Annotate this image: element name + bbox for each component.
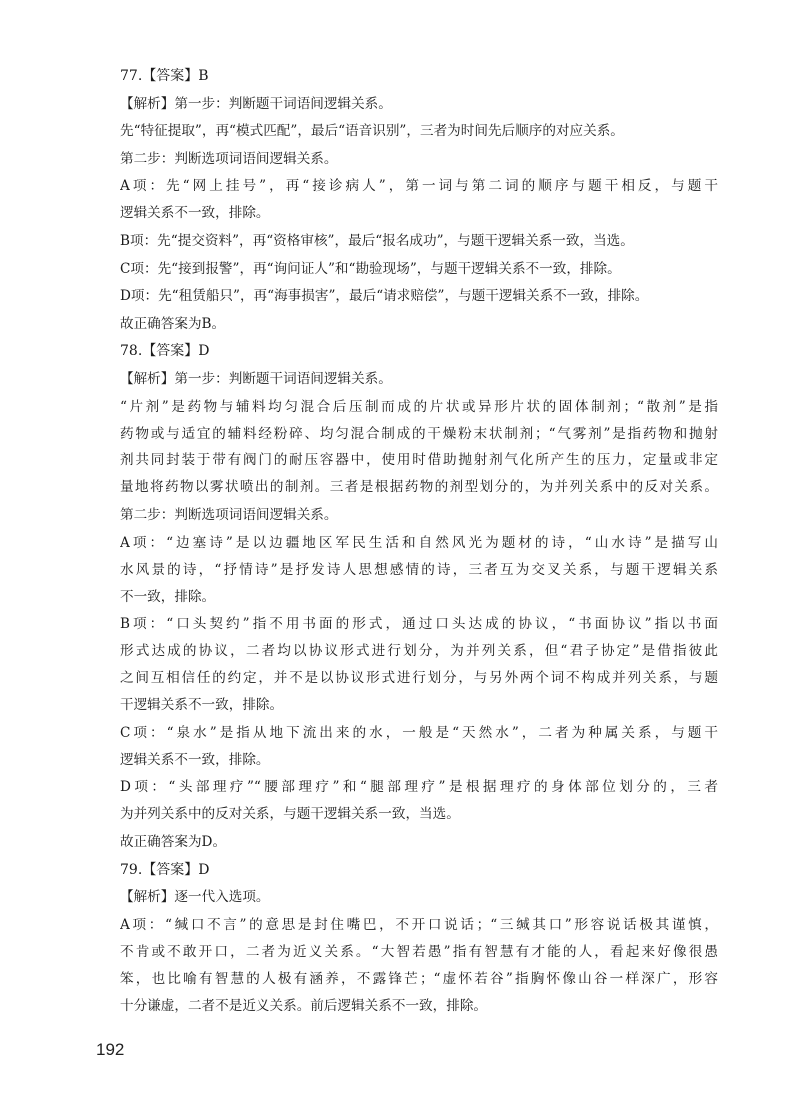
option-d-77: D项：先“租赁船只”，再“海事损害”，最后“请求赔偿”，与题干逻辑关系不一致，排除。 xyxy=(120,288,649,305)
text-line: 逻辑关系不一致，排除。 xyxy=(120,205,270,222)
text-line: 不一致，排除。 xyxy=(120,588,216,605)
paragraph-line: 笨，也比喻有智慧的人极有涵养，不露锋芒；“虚怀若谷”指胸怀像山谷一样深广，形容 xyxy=(120,970,718,987)
paragraph-line: 量地将药物以雾状喷出的制剂。三者是根据药物的剂型划分的，为并列关系中的反对关系。 xyxy=(120,479,718,496)
answer-explanations xyxy=(120,66,718,1023)
conclusion-77: 故正确答案为B。 xyxy=(120,315,226,332)
option-a-77: A项：先“网上挂号”，再“接诊病人”，第一词与第二词的顺序与题干相反，与题干 xyxy=(120,178,718,195)
text-line: 第二步：判断选项词语间逻辑关系。 xyxy=(120,150,338,167)
paragraph-line: “片剂”是药物与辅料均匀混合后压制而成的片状或异形片状的固体制剂；“散剂”是指 xyxy=(120,398,718,415)
text-line: 第二步：判断选项词语间逻辑关系。 xyxy=(120,507,338,524)
page-number: 192 xyxy=(96,1040,125,1059)
paragraph-line: 水风景的诗，“抒情诗”是抒发诗人思想感情的诗，三者互为交叉关系，与题干逻辑关系 xyxy=(120,561,718,578)
text-line: 逻辑关系不一致，排除。 xyxy=(120,751,270,768)
option-c-77: C项：先“接到报警”，再“询问证人”和“勘验现场”，与题干逻辑关系不一致，排除。 xyxy=(120,260,621,277)
paragraph-line: 形式达成的协议，二者均以协议形式进行划分，为并列关系，但“君子协定”是借指彼此 xyxy=(120,643,718,660)
conclusion-78: 故正确答案为D。 xyxy=(120,833,227,850)
paragraph-line: 不肯或不敢开口，二者为近义关系。“大智若愚”指有智慧有才能的人，看起来好像很愚 xyxy=(120,943,718,960)
option-c-78: C项：“泉水”是指从地下流出来的水，一般是“天然水”，二者为种属关系，与题干 xyxy=(120,724,718,741)
answer-heading-79: 79.【答案】D xyxy=(120,861,210,878)
paragraph-line: 之间互相信任的约定，并不是以协议形式进行划分，与另外两个词不构成并列关系，与题 xyxy=(120,670,718,687)
option-b-78: B项：“口头契约”指不用书面的形式，通过口头达成的协议，“书面协议”指以书面 xyxy=(120,616,718,633)
text-line: 干逻辑关系不一致，排除。 xyxy=(120,697,284,714)
analysis-intro-77: 【解析】第一步：判断题干词语间逻辑关系。 xyxy=(120,95,392,112)
text-line: 为并列关系中的反对关系，与题干逻辑关系一致，当选。 xyxy=(120,806,460,823)
answer-heading-78: 78.【答案】D xyxy=(120,343,210,360)
option-a-79: A项：“缄口不言”的意思是封住嘴巴，不开口说话；“三缄其口”形容说话极其谨慎， xyxy=(120,916,718,933)
paragraph-line: 剂共同封装于带有阀门的耐压容器中，使用时借助抛射剂气化所产生的压力，定量或非定 xyxy=(120,452,718,469)
analysis-intro-78: 【解析】第一步：判断题干词语间逻辑关系。 xyxy=(120,370,392,387)
option-b-77: B项：先“提交资料”，再“资格审核”，最后“报名成功”，与题干逻辑关系一致，当选。 xyxy=(120,232,634,249)
answer-heading-77: 77.【答案】B xyxy=(120,68,209,84)
text-line: 十分谦虚，二者不是近义关系。前后逻辑关系不一致，排除。 xyxy=(120,997,488,1014)
option-d-78: D项：“头部理疗”“腰部理疗”和“腿部理疗”是根据理疗的身体部位划分的，三者 xyxy=(120,779,718,796)
analysis-intro-79: 【解析】逐一代入选项。 xyxy=(120,889,270,906)
text-line: 先“特征提取”，再“模式匹配”，最后“语音识别”，三者为时间先后顺序的对应关系。 xyxy=(120,123,624,140)
option-a-78: A项：“边塞诗”是以边疆地区军民生活和自然风光为题材的诗，“山水诗”是描写山 xyxy=(120,534,718,551)
paragraph-line: 药物或与适宜的辅料经粉碎、均匀混合制成的干燥粉末状制剂；“气雾剂”是指药物和抛射 xyxy=(120,425,718,442)
